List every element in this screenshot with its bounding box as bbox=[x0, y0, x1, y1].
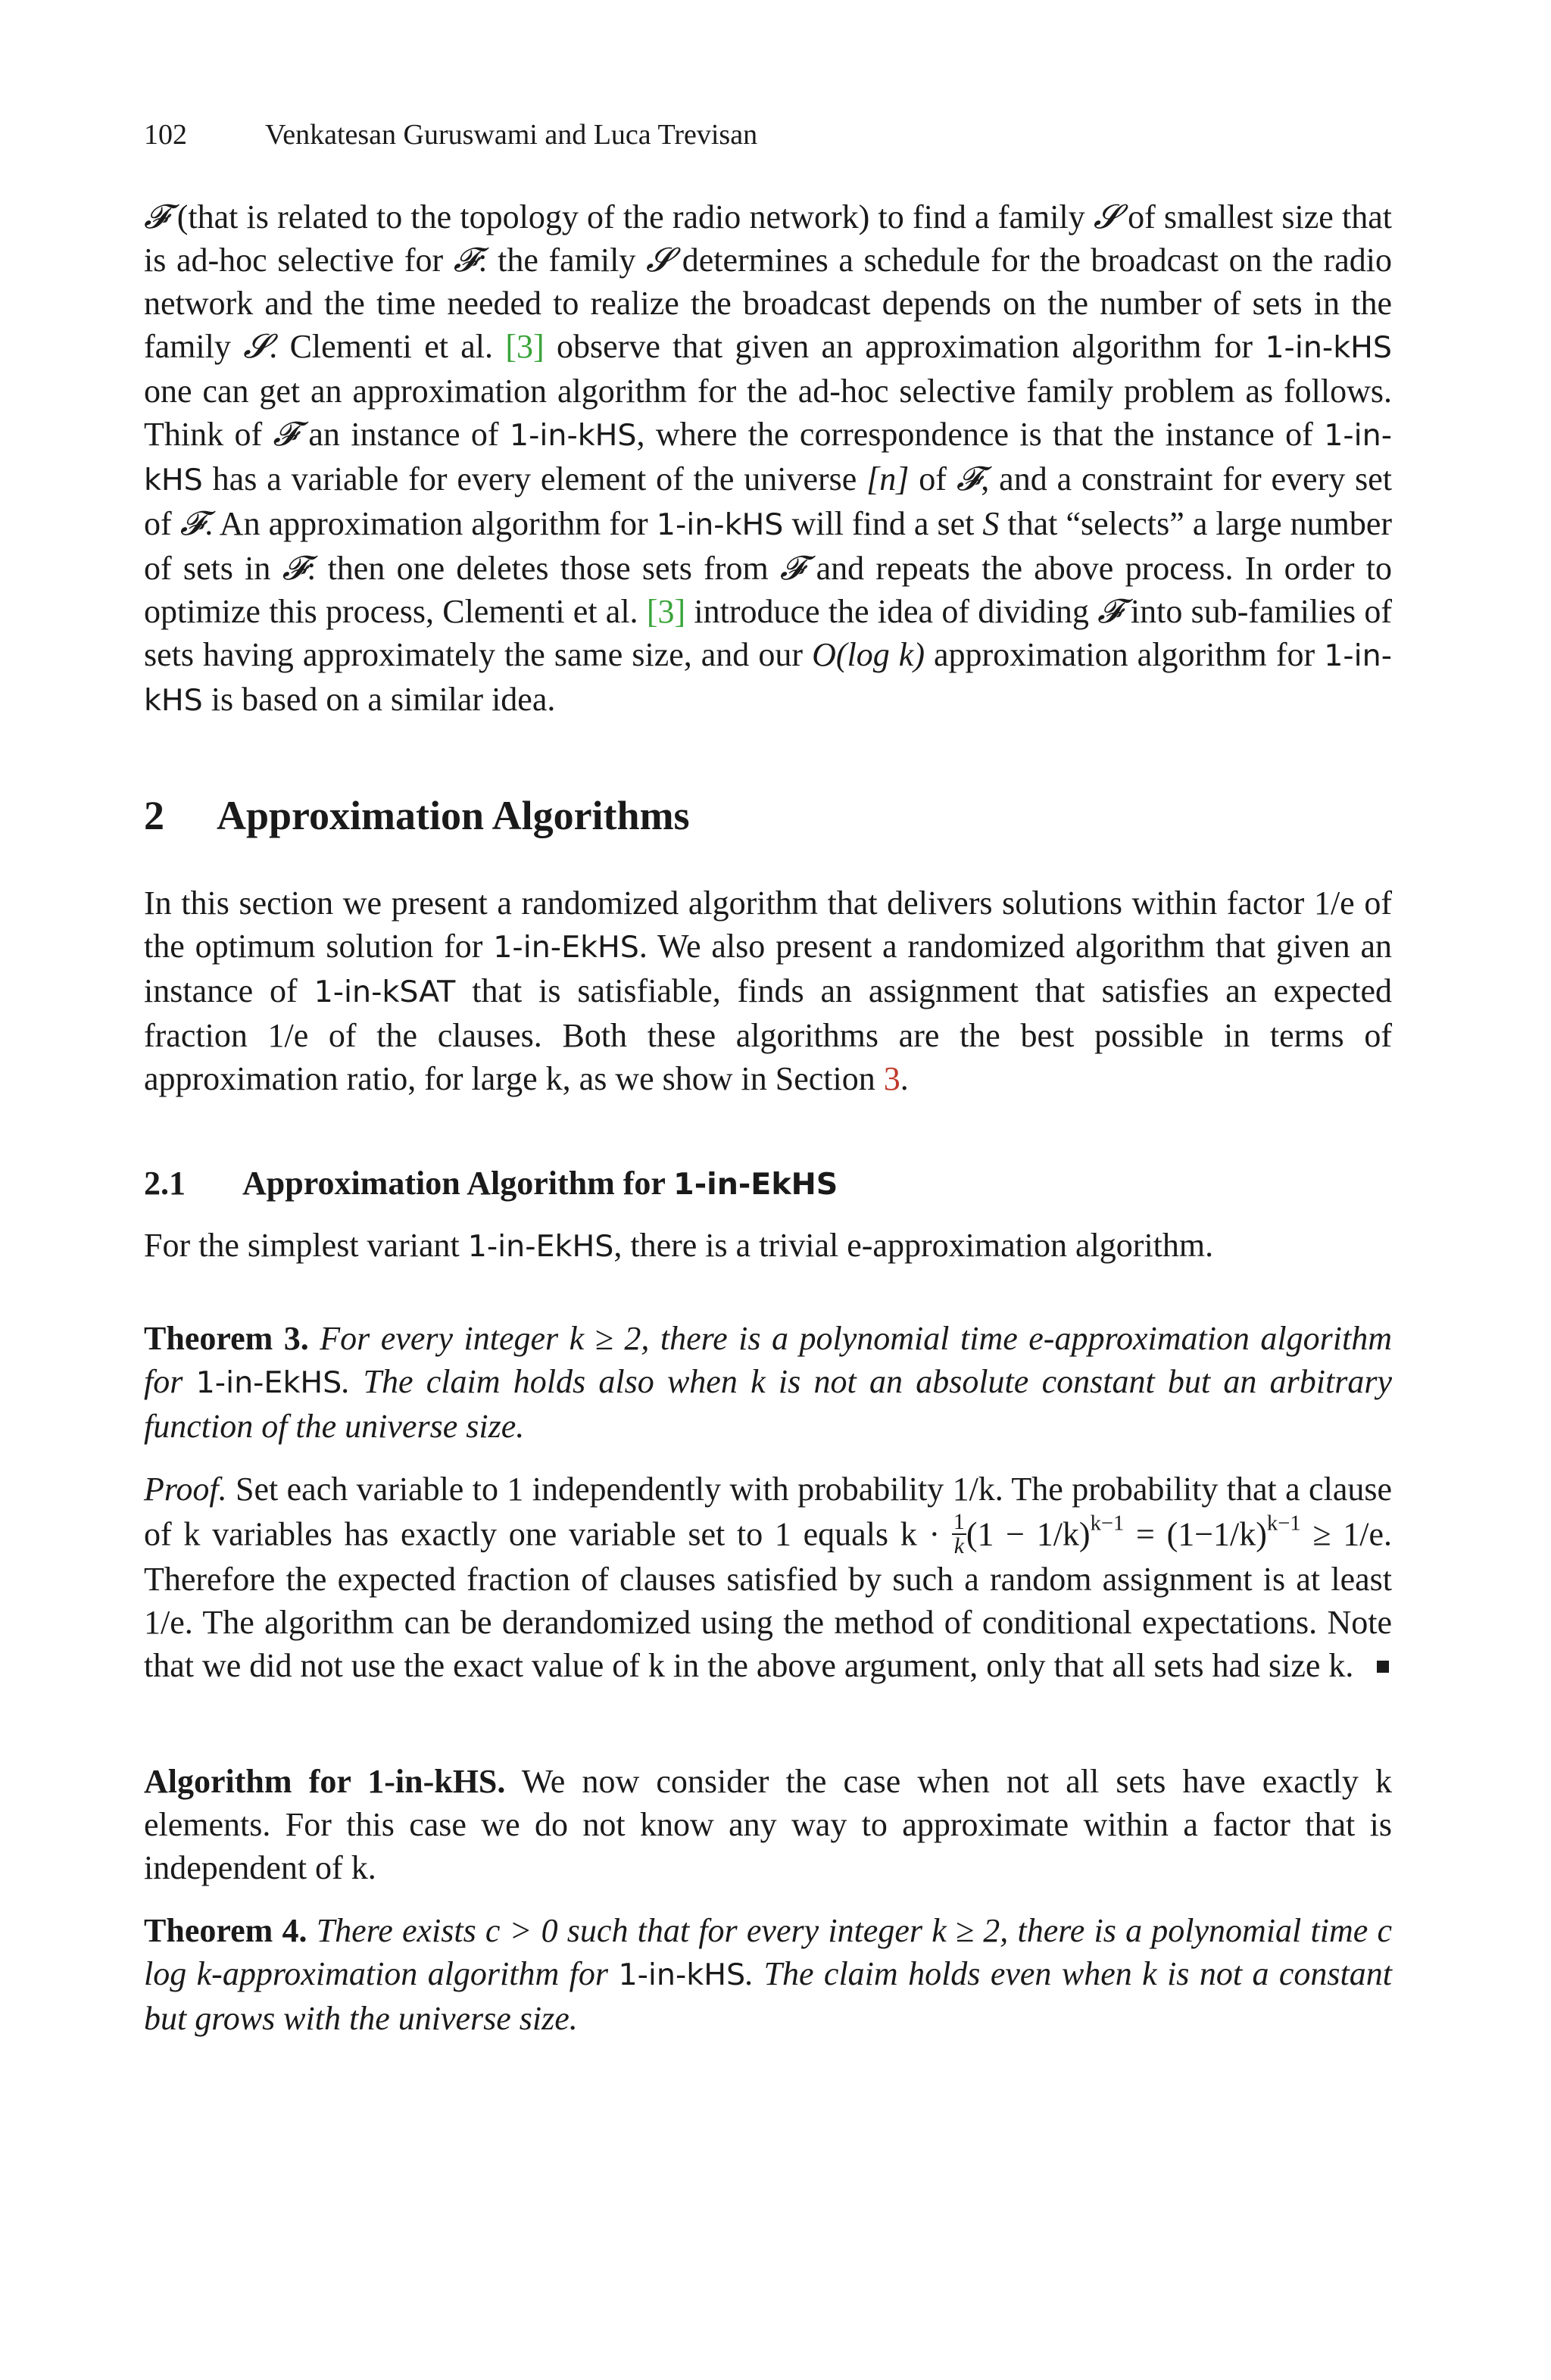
page-number: 102 bbox=[144, 119, 187, 151]
paper-page bbox=[144, 114, 1392, 2040]
qed-square-icon bbox=[1377, 1661, 1389, 1673]
section-ref-link[interactable]: 3 bbox=[883, 1060, 900, 1097]
subsection21-paragraph: For the simplest variant 1-in-EkHS, there is a trivial e-approximation algorithm. bbox=[144, 1227, 1214, 1264]
theorem-3: Theorem 3. For every integer k ≥ 2, there is a polynomial time e-approximation algorithm for 1-in-EkHS. The claim holds also when k is not an absolute constant but an arbitrary function of the universe size. bbox=[144, 1320, 1393, 1445]
citation-link[interactable]: [3] bbox=[646, 593, 686, 630]
fraction: $\frac{1}{k}$ bbox=[953, 1509, 965, 1558]
intro-paragraph: 𝓕 (that is related to the topology of the radio network) to find a family 𝓢 of smallest size that is ad-hoc selective for 𝓕: the family 𝓢 determines a schedule for the broadcast on the radio network and the time needed to realize the broadcast depends on the number of sets in the family 𝓢. Clementi et al. [3] observe that given an approximation algorithm for 1-in-kHS one can get an approximation algorithm for the ad-hoc selective family problem as follows. Think of 𝓕 an instance of 1-in-kHS, where the correspondence is that the instance of 1-in-kHS has a variable for every element of the universe [n] of 𝓕, and a constraint for every set of 𝓕. An approximation algorithm for 1-in-kHS will find a set S that “selects” a large number of sets in 𝓕: then one deletes those sets from 𝓕 and repeats the above process. In order to optimize this process, Clementi et al. [3] introduce the idea of dividing 𝓕 into sub-families of sets having approximately the same size, and our O(log k) approximation algorithm for 1-in-kHS is based on a similar idea. bbox=[144, 198, 1393, 718]
section2-paragraph: In this section we present a randomized algorithm that delivers solutions within factor 1/e of the optimum solution for 1-in-EkHS. We also present a randomized algorithm that given an instance of 1-in-kSAT that is satisfiable, finds an assignment that satisfies an expected fraction 1/e of the clauses. Both these algorithms are the best possible in terms of approximation ratio, for large k, as we show in Section 3. bbox=[144, 884, 1392, 1097]
running-head bbox=[144, 114, 1392, 156]
citation-link[interactable]: [3] bbox=[505, 328, 545, 365]
proof-block: Proof. Set each variable to 1 independently with probability 1/k. The probability that a clause of k variables has exactly one variable set to 1 equals k · $\frac{1}{k}$ $(1 - 1/k)^{k-1} = (1-1/k)^{k-1} \ge 1/e$. Therefore the expected fraction of clauses satisfied by such a random assignment is at least 1/e. The algorithm can be derandomized using the method of conditional expectations. Note that we did not use the exact value of k in the above argument, only that all sets had size k. bbox=[144, 1471, 1392, 1684]
algorithm-paragraph: Algorithm for 1-in-kHS. We now consider the case when not all sets have exactly k elements. For this case we do not know any way to approximate within a factor that is independent of k. bbox=[144, 1762, 1392, 1886]
section-heading: 2 Approximation Algorithms bbox=[144, 793, 690, 838]
running-head-authors: Venkatesan Guruswami and Luca Trevisan bbox=[265, 119, 758, 151]
subsection-heading: 2.1 Approximation Algorithm for 1-in-EkHS bbox=[144, 1165, 838, 1202]
theorem-4: Theorem 4. There exists c > 0 such that for every integer k ≥ 2, there is a polynomial time c log k-approximation algorithm for 1-in-kHS. The claim holds even when k is not a constant but grows with the universe size. bbox=[144, 1911, 1393, 2037]
